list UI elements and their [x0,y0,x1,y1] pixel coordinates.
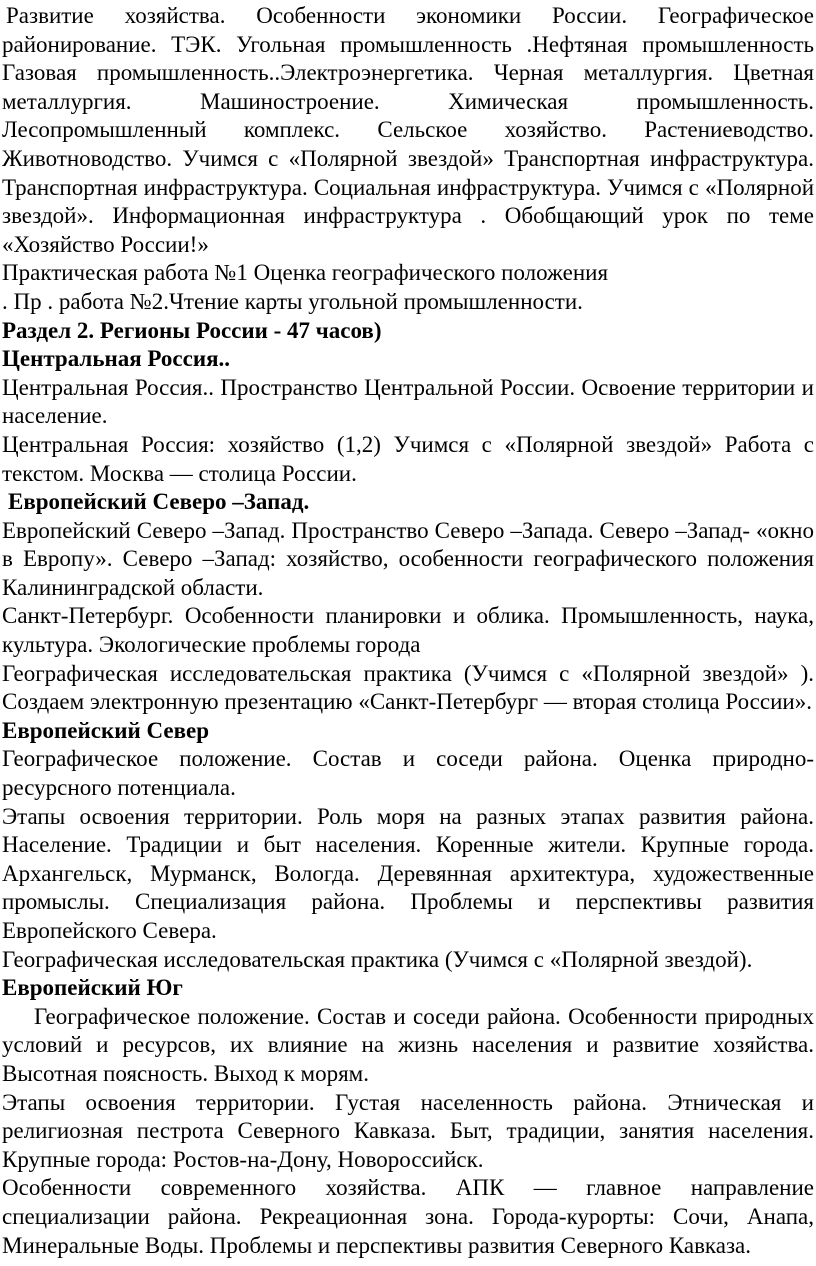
paragraph-north-development: Этапы освоения территории. Роль моря на разных этапах развития района. Население. Традиции и быт населения. Коренные жители. Крупные города. Архангельск, Мурманск, Вологда. Деревянная архитектура, художественные промыслы. Специализация района. Проблемы и перспективы развития Европейского Севера. [2,803,814,943]
paragraph-south-economy: Особенности современного хозяйства. АПК — главное направление специализации района. Рекреационная зона. Города-курорты: Сочи, Анапа, Минеральные Воды. Проблемы и перспективы развития Северного Кавказа. [2,1175,814,1258]
paragraph-economy-topics: Развитие хозяйства. Особенности экономики России. Географическое районирование. ТЭК. Угольная промышленность .Нефтяная промышленность Газовая промышленность..Электроэнергетика. Черная металлургия. Цветная металлургия. Машиностроение. Химическая промышленность. Лесопромышленный комплекс. Сельское хозяйство. Растениеводство. Животноводство. Учимся с «Полярной звездой» Транспортная инфраструктура. Транспортная инфраструктура. Социальная инфраструктура. Учимся с «Полярной звездой». Информационная инфраструктура . Обобщающий урок по теме «Хозяйство России!» [2,3,814,257]
heading-european-south: Европейский Юг [2,975,183,1001]
paragraph-spb-practice: Географическая исследовательская практика (Учимся с «Полярной звездой» ). Создаем электронную презентацию «Санкт-Петербург — вторая столица России». [2,660,814,715]
paragraph-south-position: Географическое положение. Состав и соседи района. Особенности природных условий и ресурсов, их влияние на жизнь населения и развитие хозяйства. Высотная поясность. Выход к морям. [2,1003,814,1086]
paragraph-central-russia-economy: Центральная Россия: хозяйство (1,2) Учимся с «Полярной звездой» Работа с текстом. Москва — столица России. [2,431,814,486]
paragraph-practical-work-2: . Пр . работа №2.Чтение карты угольной промышленности. [2,288,583,314]
heading-northwest: Европейский Северо –Запад. [8,489,310,515]
paragraph-practical-work-1: Практическая работа №1 Оценка географического положения [2,260,609,286]
paragraph-saint-petersburg: Санкт-Петербург. Особенности планировки и облика. Промышленность, наука, культура. Экологические проблемы города [2,603,814,658]
heading-central-russia: Центральная Россия.. [2,346,231,372]
paragraph-central-russia-space: Центральная Россия.. Пространство Центральной России. Освоение территории и население. [2,374,814,429]
section-heading-regions: Раздел 2. Регионы России - 47 часов) [2,317,382,343]
heading-european-north: Европейский Север [2,717,209,743]
paragraph-north-position: Географическое положение. Состав и соседи района. Оценка природно-ресурсного потенциала. [2,746,814,801]
paragraph-south-development: Этапы освоения территории. Густая населенность района. Этническая и религиозная пестрота Северного Кавказа. Быт, традиции, занятия населения. Крупные города: Ростов-на-Дону, Новороссийск. [2,1089,814,1172]
paragraph-northwest-space: Европейский Северо –Запад. Пространство Северо –Запада. Северо –Запад- «окно в Европу». Северо –Запад: хозяйство, особенности географического положения Калининградской области. [2,517,814,600]
paragraph-north-practice: Географическая исследовательская практика (Учимся с «Полярной звездой). [2,946,753,972]
